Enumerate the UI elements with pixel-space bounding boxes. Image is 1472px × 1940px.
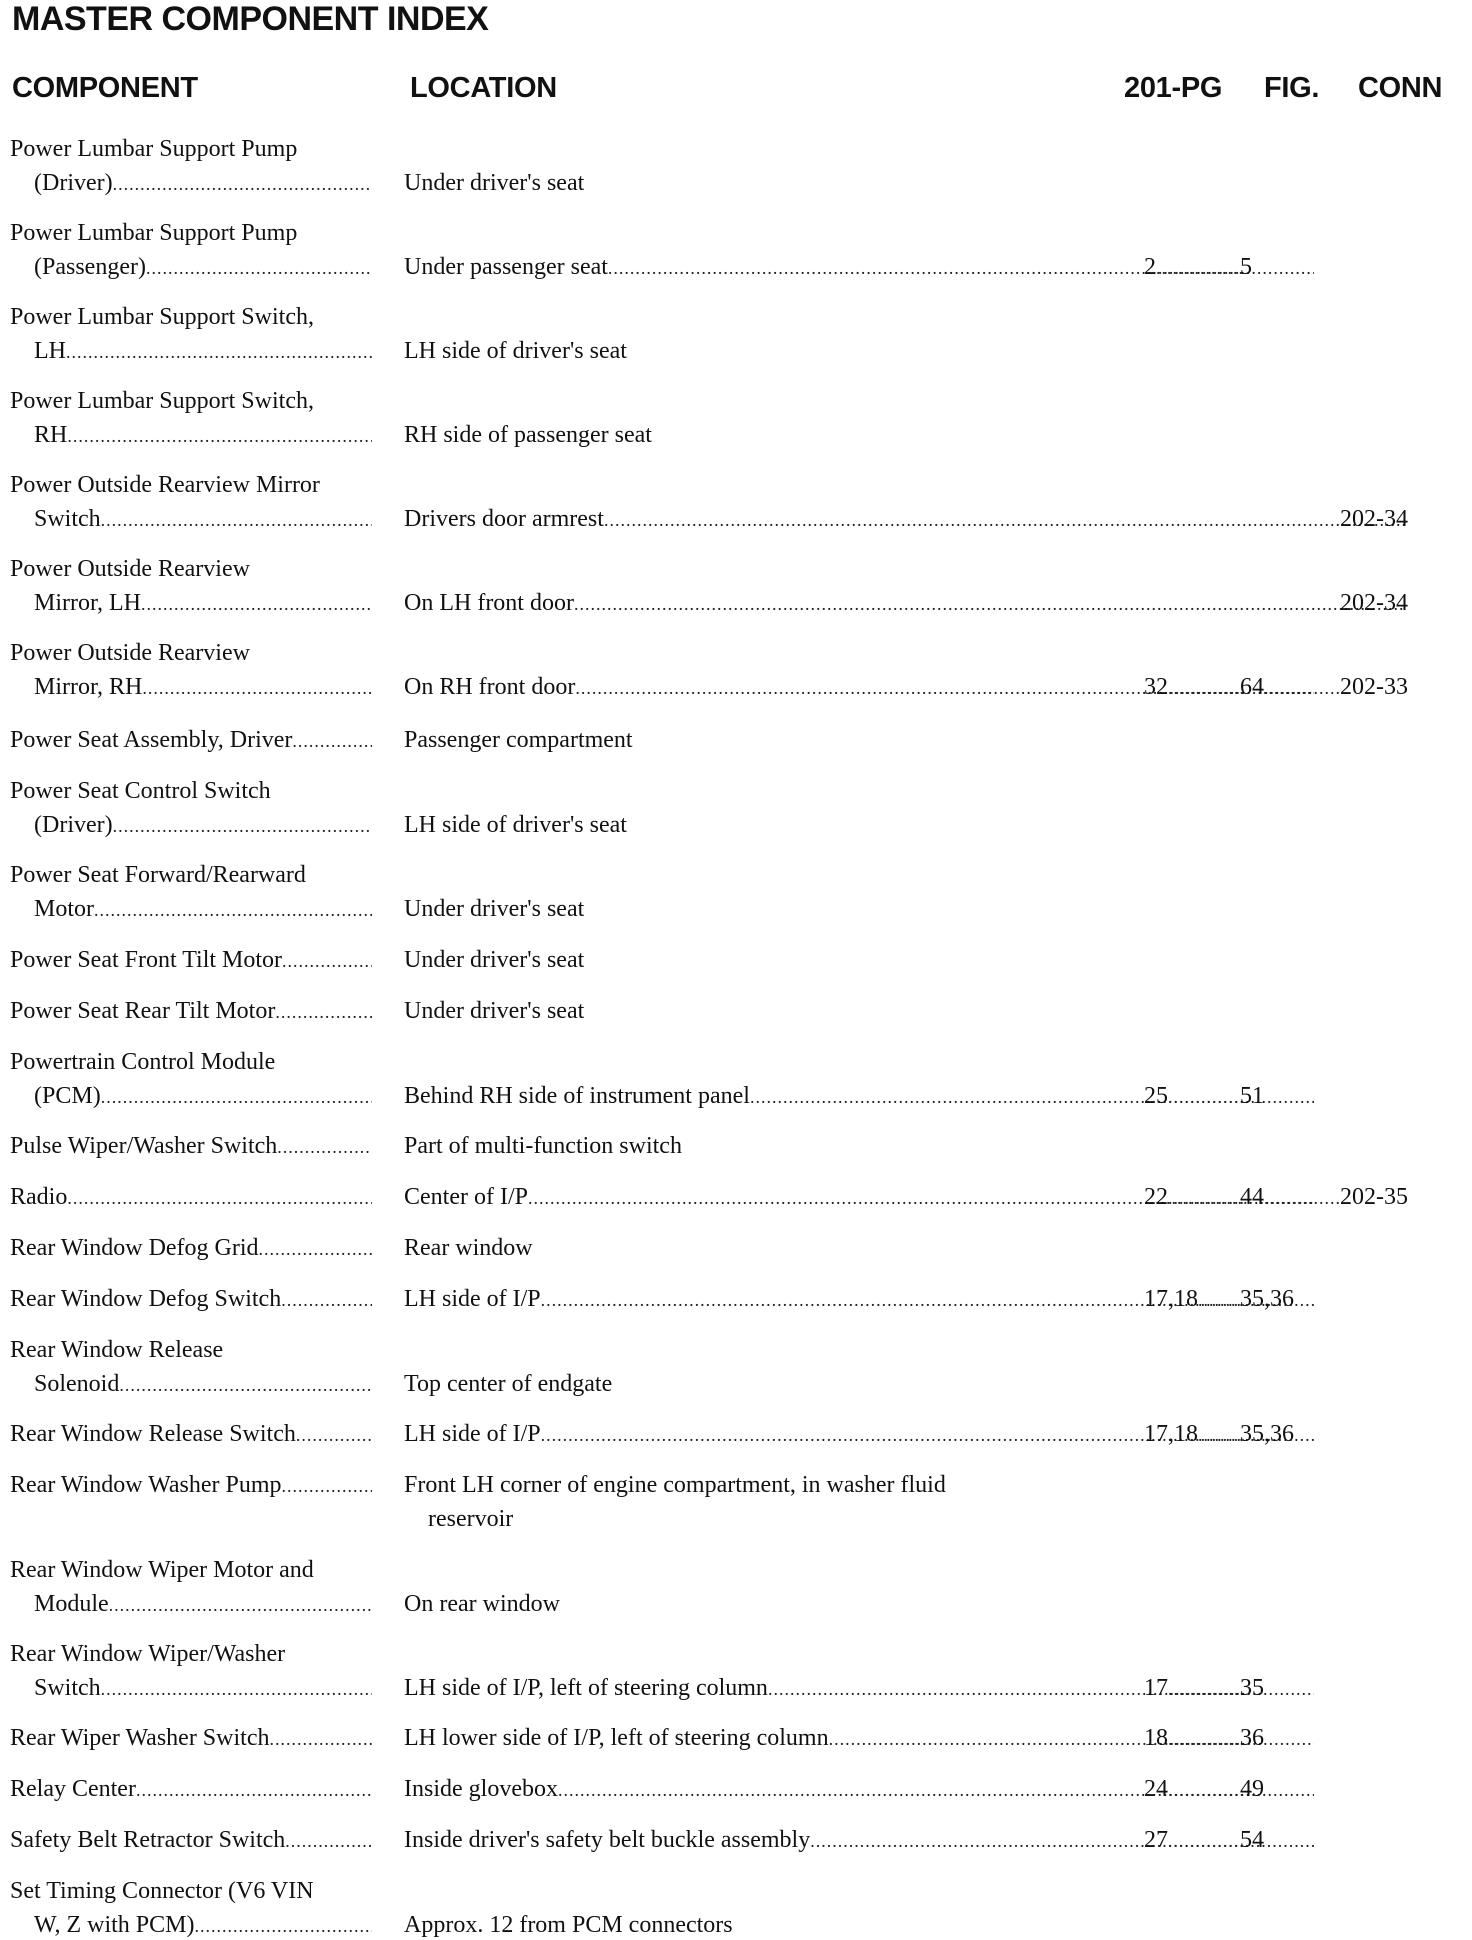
- page-value: 32: [1144, 674, 1168, 700]
- figure-value: 35,36: [1240, 1421, 1294, 1447]
- figure-number: [1240, 1723, 1340, 1753]
- component-text: Power Seat Assembly, Driver: [10, 727, 293, 753]
- location-text: [404, 894, 584, 924]
- component-name: [34, 336, 372, 366]
- location-value: Under driver's seat: [404, 896, 585, 922]
- component-text: Power Outside Rearview: [10, 640, 250, 666]
- figure-number: [1240, 1774, 1340, 1804]
- component-name: [10, 945, 372, 975]
- page-value: 22: [1144, 1184, 1168, 1210]
- leader-dots: [136, 1774, 372, 1804]
- page-number: [1144, 1673, 1244, 1703]
- location-value: On rear window: [404, 1591, 560, 1617]
- component-name: [10, 1419, 372, 1449]
- component-name: [34, 168, 372, 198]
- component-name: [34, 420, 372, 450]
- component-text: Set Timing Connector (V6 VIN: [10, 1878, 314, 1904]
- component-name: [34, 1673, 372, 1703]
- location-value: Top center of endgate: [404, 1371, 613, 1397]
- leader-dots: [1168, 1723, 1244, 1753]
- page-value: 17,18: [1144, 1286, 1198, 1312]
- figure-number: [1240, 1081, 1340, 1111]
- leader-dots: [1168, 1673, 1244, 1703]
- page-title: MASTER COMPONENT INDEX: [12, 0, 489, 38]
- page-number: [1144, 672, 1244, 702]
- location-value: Drivers door armrest: [404, 506, 604, 532]
- leader-dots: [113, 810, 372, 840]
- column-header-pg: 201-PG: [1124, 72, 1223, 104]
- component-text: Power Seat Control Switch: [10, 778, 271, 804]
- component-name: [10, 386, 372, 416]
- component-text: (Passenger): [34, 254, 146, 280]
- connector-value: 202-34: [1340, 590, 1408, 616]
- column-header-location: LOCATION: [410, 72, 557, 104]
- location-value: LH side of I/P: [404, 1286, 541, 1312]
- leader-dots: [67, 1182, 372, 1212]
- leader-dots: [119, 1369, 372, 1399]
- leader-dots: [101, 504, 372, 534]
- component-text: Mirror, RH: [34, 674, 143, 700]
- component-name: [10, 302, 372, 332]
- component-name: [10, 725, 372, 755]
- page-value: 17: [1144, 1675, 1168, 1701]
- leader-dots: [142, 672, 372, 702]
- page-value: 17,18: [1144, 1421, 1198, 1447]
- page-number: [1144, 1825, 1244, 1855]
- component-name: [34, 1369, 372, 1399]
- component-name: [10, 860, 372, 890]
- component-text: Rear Window Washer Pump: [10, 1472, 282, 1498]
- location-value: On LH front door: [404, 590, 574, 616]
- location-text: [404, 1233, 533, 1263]
- location-text: [404, 725, 633, 755]
- location-value: Rear window: [404, 1235, 533, 1261]
- leader-dots: [113, 168, 372, 198]
- leader-dots: [281, 1284, 372, 1314]
- component-name: [10, 1723, 372, 1753]
- connector-number: [1340, 504, 1408, 534]
- location-text: [404, 945, 584, 975]
- figure-number: [1240, 672, 1340, 702]
- page-value: 18: [1144, 1725, 1168, 1751]
- location-value: LH side of driver's seat: [404, 812, 627, 838]
- component-name: [10, 1182, 372, 1212]
- leader-dots: [1264, 672, 1340, 702]
- leader-dots: [285, 1825, 372, 1855]
- component-name: [34, 894, 372, 924]
- component-text: Rear Window Wiper Motor and: [10, 1557, 314, 1583]
- leader-dots: [604, 504, 1404, 534]
- location-text: [404, 1369, 612, 1399]
- column-header-conn: CONN: [1358, 72, 1443, 104]
- location-text: [404, 1589, 560, 1619]
- component-text: Switch: [34, 1675, 101, 1701]
- component-name: [34, 1910, 372, 1940]
- component-text: Module: [34, 1591, 109, 1617]
- column-header-component: COMPONENT: [12, 72, 198, 104]
- location-text: [428, 1504, 513, 1534]
- component-name: [10, 1774, 372, 1804]
- component-text: Rear Wiper Washer Switch: [10, 1725, 270, 1751]
- component-text: Power Lumbar Support Switch,: [10, 304, 314, 330]
- figure-number: [1240, 1673, 1340, 1703]
- leader-dots: [296, 1419, 372, 1449]
- leader-dots: [101, 1081, 372, 1111]
- location-text: [404, 504, 1404, 534]
- component-name: [10, 996, 372, 1026]
- connector-value: 202-33: [1340, 674, 1408, 700]
- component-text: Power Seat Rear Tilt Motor: [10, 998, 276, 1024]
- component-name: [10, 1233, 372, 1263]
- leader-dots: [146, 252, 372, 282]
- leader-dots: [1198, 1284, 1244, 1314]
- figure-value: 35: [1240, 1675, 1264, 1701]
- figure-value: 5: [1240, 254, 1252, 280]
- leader-dots: [574, 588, 1404, 618]
- leader-dots: [101, 1673, 372, 1703]
- figure-value: 49: [1240, 1776, 1264, 1802]
- component-name: [10, 134, 372, 164]
- component-text: Power Outside Rearview: [10, 556, 250, 582]
- component-name: [10, 1555, 372, 1585]
- component-text: Radio: [10, 1184, 68, 1210]
- component-name: [34, 588, 372, 618]
- leader-dots: [1264, 1182, 1340, 1212]
- component-text: Pulse Wiper/Washer Switch: [10, 1133, 278, 1159]
- component-name: [34, 672, 372, 702]
- component-text: Switch: [34, 506, 101, 532]
- component-text: (PCM): [34, 1083, 101, 1109]
- page-number: [1144, 1419, 1244, 1449]
- component-text: (Driver): [34, 170, 113, 196]
- leader-dots: [66, 336, 372, 366]
- figure-number: [1240, 1284, 1340, 1314]
- connector-number: [1340, 588, 1408, 618]
- location-text: [404, 810, 627, 840]
- leader-dots: [1168, 1825, 1244, 1855]
- figure-number: [1240, 1419, 1340, 1449]
- component-text: RH: [34, 422, 68, 448]
- page-value: 24: [1144, 1776, 1168, 1802]
- location-text: [404, 1131, 682, 1161]
- component-name: [10, 1470, 372, 1500]
- location-value: Under driver's seat: [404, 170, 585, 196]
- leader-dots: [1168, 672, 1244, 702]
- location-value: LH lower side of I/P, left of steering column: [404, 1725, 829, 1751]
- leader-dots: [292, 725, 372, 755]
- location-text: [404, 168, 584, 198]
- component-text: Power Lumbar Support Switch,: [10, 388, 314, 414]
- leader-dots: [269, 1723, 372, 1753]
- component-text: LH: [34, 338, 66, 364]
- component-name: [34, 1081, 372, 1111]
- page-number: [1144, 1284, 1244, 1314]
- component-name: [10, 1131, 372, 1161]
- page-value: 27: [1144, 1827, 1168, 1853]
- component-name: [10, 776, 372, 806]
- page-value: 2: [1144, 254, 1156, 280]
- leader-dots: [1198, 1419, 1244, 1449]
- page-number: [1144, 1182, 1244, 1212]
- location-text: [404, 1470, 946, 1500]
- leader-dots: [275, 996, 372, 1026]
- page-number: [1144, 1774, 1244, 1804]
- component-text: Mirror, LH: [34, 590, 142, 616]
- location-value: Under passenger seat: [404, 254, 608, 280]
- figure-number: [1240, 252, 1340, 282]
- component-name: [10, 1335, 372, 1365]
- figure-value: 35,36: [1240, 1286, 1294, 1312]
- page-value: 25: [1144, 1083, 1168, 1109]
- component-text: Rear Window Release: [10, 1337, 224, 1363]
- component-name: [10, 554, 372, 584]
- figure-number: [1240, 1182, 1340, 1212]
- connector-value: 202-34: [1340, 506, 1408, 532]
- figure-value: 54: [1240, 1827, 1264, 1853]
- component-name: [10, 1876, 372, 1906]
- location-value: Under driver's seat: [404, 947, 585, 973]
- component-name: [34, 810, 372, 840]
- component-text: Rear Window Defog Switch: [10, 1286, 282, 1312]
- location-value: Inside glovebox: [404, 1776, 558, 1802]
- leader-dots: [94, 894, 372, 924]
- component-text: Relay Center: [10, 1776, 136, 1802]
- location-value: On RH front door: [404, 674, 576, 700]
- leader-dots: [1168, 1182, 1244, 1212]
- component-text: Power Outside Rearview Mirror: [10, 472, 320, 498]
- leader-dots: [282, 945, 372, 975]
- leader-dots: [282, 1470, 372, 1500]
- component-name: [34, 504, 372, 534]
- component-text: Rear Window Wiper/Washer: [10, 1641, 286, 1667]
- component-text: Power Lumbar Support Pump: [10, 136, 298, 162]
- component-name: [10, 218, 372, 248]
- leader-dots: [1168, 1774, 1244, 1804]
- figure-value: 36: [1240, 1725, 1264, 1751]
- location-value: Behind RH side of instrument panel: [404, 1083, 750, 1109]
- location-text: [404, 996, 584, 1026]
- component-name: [10, 1047, 372, 1077]
- leader-dots: [277, 1131, 372, 1161]
- component-text: Safety Belt Retractor Switch: [10, 1827, 286, 1853]
- location-value: reservoir: [428, 1506, 514, 1532]
- component-text: Solenoid: [34, 1371, 120, 1397]
- location-value: Under driver's seat: [404, 998, 585, 1024]
- component-text: W, Z with PCM): [34, 1912, 195, 1938]
- location-value: Approx. 12 from PCM connectors: [404, 1912, 733, 1938]
- location-value: LH side of I/P: [404, 1421, 541, 1447]
- figure-value: 64: [1240, 674, 1264, 700]
- location-value: LH side of I/P, left of steering column: [404, 1675, 768, 1701]
- leader-dots: [141, 588, 372, 618]
- page-number: [1144, 1081, 1244, 1111]
- connector-number: [1340, 672, 1408, 702]
- component-text: Rear Window Release Switch: [10, 1421, 296, 1447]
- location-text: [404, 420, 652, 450]
- column-header-fig: FIG.: [1264, 72, 1320, 104]
- leader-dots: [1156, 252, 1244, 282]
- connector-number: [1340, 1182, 1408, 1212]
- location-value: Inside driver's safety belt buckle assembly: [404, 1827, 811, 1853]
- connector-value: 202-35: [1340, 1184, 1408, 1210]
- figure-value: 44: [1240, 1184, 1264, 1210]
- location-value: Part of multi-function switch: [404, 1133, 682, 1159]
- component-name: [10, 1639, 372, 1669]
- leader-dots: [1168, 1081, 1244, 1111]
- component-text: Rear Window Defog Grid: [10, 1235, 259, 1261]
- page-number: [1144, 252, 1244, 282]
- leader-dots: [259, 1233, 372, 1263]
- component-name: [10, 1825, 372, 1855]
- figure-value: 51: [1240, 1083, 1264, 1109]
- component-name: [10, 638, 372, 668]
- leader-dots: [67, 420, 372, 450]
- leader-dots: [194, 1910, 372, 1940]
- component-name: [34, 1589, 372, 1619]
- location-text: [404, 336, 627, 366]
- component-name: [34, 252, 372, 282]
- component-name: [10, 1284, 372, 1314]
- component-name: [10, 470, 372, 500]
- component-text: Motor: [34, 896, 94, 922]
- component-text: (Driver): [34, 812, 113, 838]
- component-text: Powertrain Control Module: [10, 1049, 276, 1075]
- component-text: Power Seat Front Tilt Motor: [10, 947, 283, 973]
- page-number: [1144, 1723, 1244, 1753]
- location-text: [404, 588, 1404, 618]
- component-text: Power Seat Forward/Rearward: [10, 862, 306, 888]
- location-value: RH side of passenger seat: [404, 422, 652, 448]
- location-value: LH side of driver's seat: [404, 338, 627, 364]
- figure-number: [1240, 1825, 1340, 1855]
- component-text: Power Lumbar Support Pump: [10, 220, 298, 246]
- location-value: Front LH corner of engine compartment, in washer fluid: [404, 1472, 946, 1498]
- location-text: [404, 1910, 733, 1940]
- location-value: Passenger compartment: [404, 727, 633, 753]
- location-value: Center of I/P: [404, 1184, 528, 1210]
- leader-dots: [109, 1589, 372, 1619]
